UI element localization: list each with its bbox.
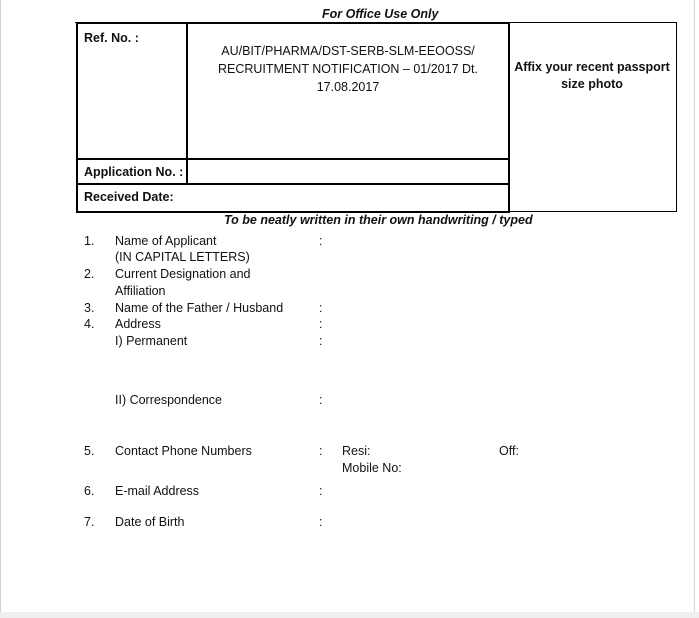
field-7-label: Date of Birth xyxy=(115,515,185,529)
field-2-label: Current Designation and xyxy=(115,267,251,281)
field-1-label: Name of Applicant xyxy=(115,234,217,248)
field-4b-colon: : xyxy=(319,393,323,407)
photo-box xyxy=(508,22,677,212)
field-4-colon: : xyxy=(319,317,323,331)
photo-line-2: size photo xyxy=(561,77,623,91)
field-5-label: Contact Phone Numbers xyxy=(115,444,252,458)
field-5-mobile-label: Mobile No: xyxy=(342,461,402,475)
page-edge-left xyxy=(0,0,1,618)
application-no-label: Application No. : xyxy=(84,165,184,179)
field-5-colon: : xyxy=(319,444,323,458)
page-bottom-shade xyxy=(0,612,699,618)
field-3-number: 3. xyxy=(84,301,95,315)
photo-instruction xyxy=(509,59,675,93)
photo-line-1: Affix your recent passport xyxy=(514,60,670,74)
field-5-resi-label: Resi: xyxy=(342,444,371,458)
received-date-label: Received Date: xyxy=(84,190,174,204)
office-box-rule-2 xyxy=(76,183,510,185)
field-7-number: 7. xyxy=(84,515,95,529)
field-3-label: Name of the Father / Husband xyxy=(115,301,284,315)
field-6-label: E-mail Address xyxy=(115,484,200,498)
field-2-sublabel: Affiliation xyxy=(115,284,166,298)
field-4a-colon: : xyxy=(319,334,323,348)
field-7-colon: : xyxy=(319,515,323,529)
office-use-heading: For Office Use Only xyxy=(322,7,439,21)
field-4-number: 4. xyxy=(84,317,95,331)
ref-no-label: Ref. No. : xyxy=(84,31,139,45)
handwriting-instruction: To be neatly written in their own handwriting / typed xyxy=(224,213,533,227)
page-edge-right xyxy=(694,0,695,618)
office-box-rule-1 xyxy=(76,158,510,160)
ref-line-2: RECRUITMENT NOTIFICATION – 01/2017 Dt. xyxy=(217,62,478,76)
field-3-colon: : xyxy=(319,301,323,315)
field-5-off-label: Off: xyxy=(499,444,519,458)
field-6-number: 6. xyxy=(84,484,95,498)
field-2-number: 2. xyxy=(84,267,95,281)
field-1-colon: : xyxy=(319,234,323,248)
field-6-colon: : xyxy=(319,484,323,498)
field-5-number: 5. xyxy=(84,444,95,458)
field-1-number: 1. xyxy=(84,234,95,248)
field-4b-label: II) Correspondence xyxy=(115,393,223,407)
field-1-sublabel: (IN CAPITAL LETTERS) xyxy=(115,250,250,264)
ref-line-3: 17.08.2017 xyxy=(316,80,380,94)
ref-line-1: AU/BIT/PHARMA/DST-SERB-SLM-EEOOSS/ xyxy=(221,44,475,58)
ref-no-value xyxy=(190,42,506,96)
field-4-label: Address xyxy=(115,317,161,331)
field-4a-label: I) Permanent xyxy=(115,334,188,348)
